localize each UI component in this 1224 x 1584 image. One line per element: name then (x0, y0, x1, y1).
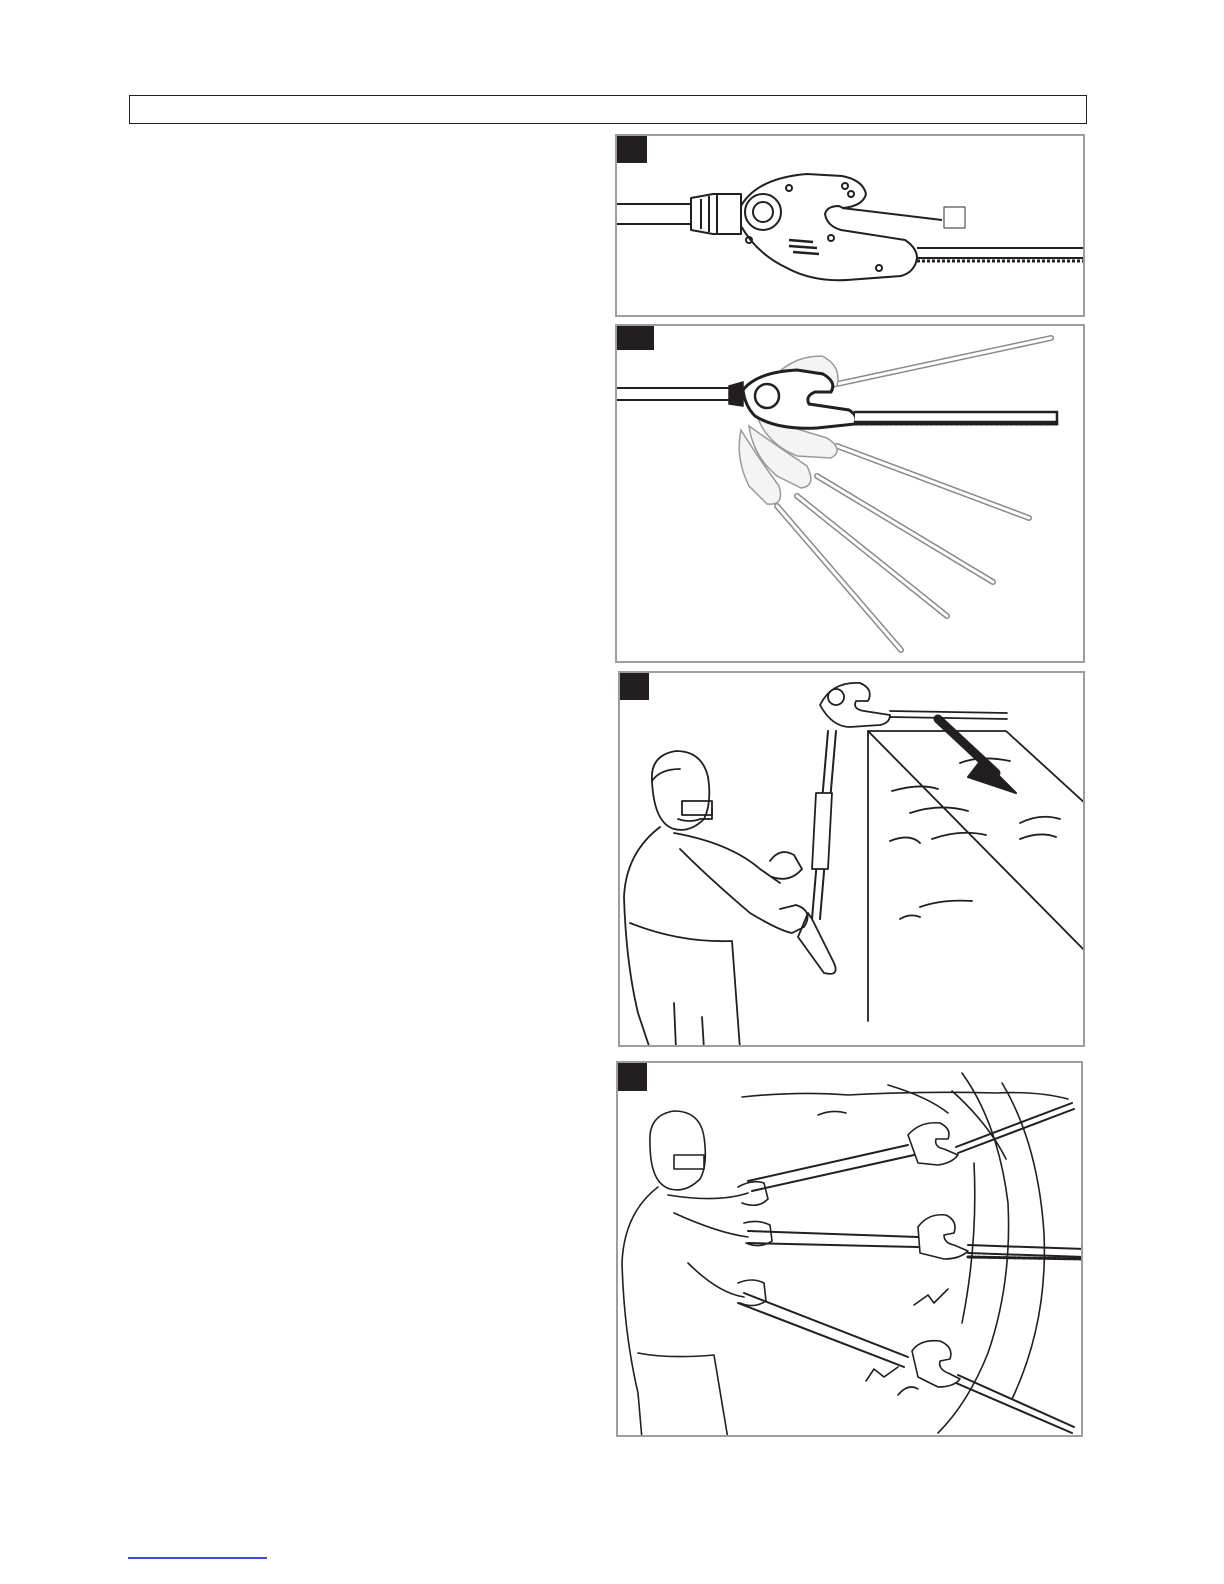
figure-3-panel (618, 671, 1085, 1047)
figure-2-panel (615, 324, 1085, 663)
trimmer-head-illustration (617, 136, 1085, 317)
head-angle-positions-illustration (617, 326, 1085, 663)
side-trimming-illustration (618, 1063, 1083, 1437)
footer-link-underline[interactable] (128, 1557, 267, 1559)
top-trimming-illustration (620, 673, 1085, 1047)
figure-4-panel (616, 1061, 1083, 1437)
figure-1-panel (615, 134, 1085, 317)
section-header-box (129, 95, 1087, 124)
